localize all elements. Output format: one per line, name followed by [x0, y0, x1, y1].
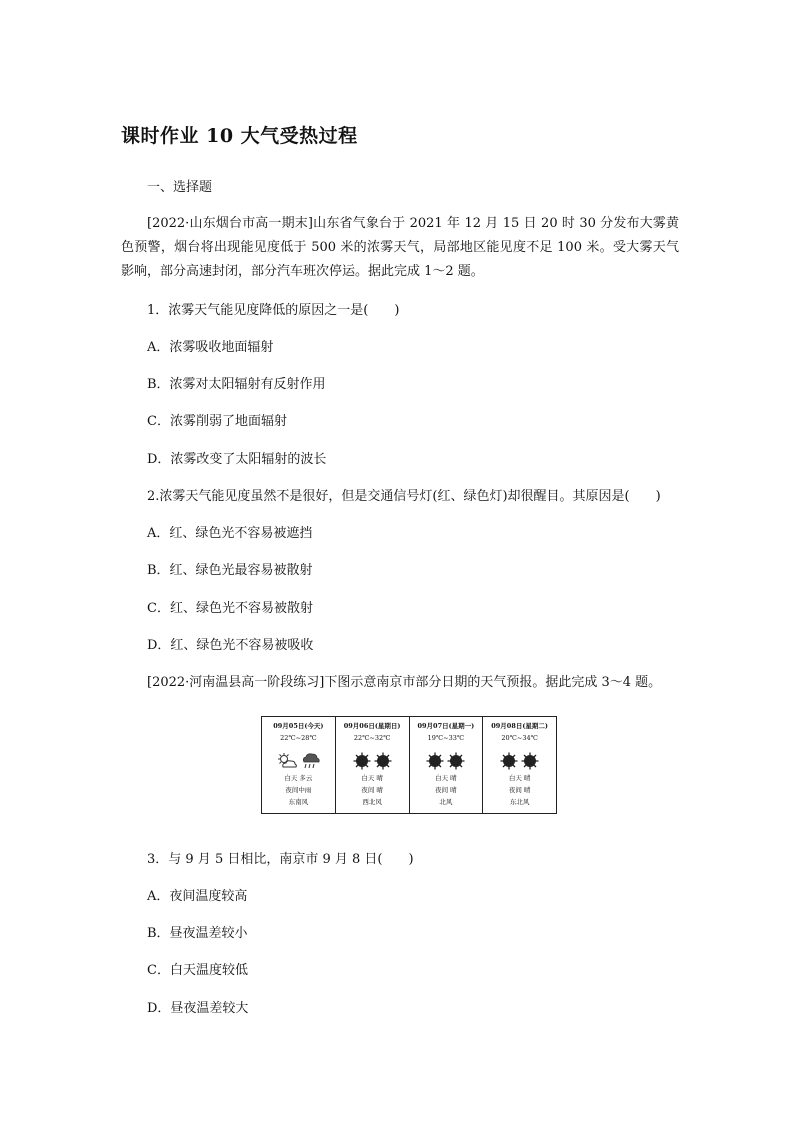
forecast-night-weather: 夜间 晴 [435, 786, 457, 794]
question-1-option-a: A．浓雾吸收地面辐射 [147, 340, 274, 355]
question-1-option-d: D．浓雾改变了太阳辐射的波长 [147, 452, 327, 467]
sun-icon [521, 752, 539, 770]
section-heading: 一、选择题 [147, 180, 213, 195]
forecast-temperature: 22℃~28℃ [280, 734, 317, 742]
page-title: 课时作业 10 大气受热过程 [121, 125, 358, 147]
question-3-stem: 3．与 9 月 5 日相比，南京市 9 月 8 日( ) [147, 852, 414, 867]
question-2-option-b: B．红、绿色光最容易被散射 [147, 563, 313, 578]
sun-icon [426, 752, 444, 770]
question-2-stem: 2.浓雾天气能见度虽然不是很好，但是交通信号灯(红、绿色灯)却很醒目。其原因是( ) [147, 489, 661, 504]
question-2-option-c: C．红、绿色光不容易被散射 [147, 601, 313, 616]
question-3-option-a: A．夜间温度较高 [147, 889, 248, 904]
question-3-option-b: B．昼夜温差较小 [147, 926, 248, 941]
question-1-stem: 1．浓雾天气能见度降低的原因之一是( ) [147, 303, 400, 318]
forecast-day [483, 717, 556, 813]
forecast-temperature: 19℃~33℃ [427, 734, 465, 742]
forecast-day-weather: 白天 晴 [361, 774, 383, 782]
forecast-day-weather: 白天 晴 [435, 774, 457, 782]
sun-icon [374, 752, 392, 770]
forecast-night-weather: 夜间 晴 [361, 786, 383, 794]
forecast-temperature: 22℃~32℃ [353, 734, 391, 742]
partly-cloudy-icon [276, 752, 298, 770]
forecast-day [410, 717, 484, 813]
forecast-day-weather: 白天 晴 [508, 774, 531, 782]
sun-icon [500, 752, 518, 770]
question-1-option-b: B．浓雾对太阳辐射有反射作用 [147, 377, 326, 392]
intro-paragraph-1: [2022·山东烟台市高一期末]山东省气象台于 2021 年 12 月 15 日 20 时 30 分发布大雾黄色预警，烟台将出现能见度低于 500 米的浓雾天气，局部地区能见度不足 100 米。受大雾天气影响，部分高速封闭，部分汽车班次停运。据此完成 1～2 题。 [121, 216, 679, 279]
forecast-day [336, 717, 410, 813]
forecast-night-weather: 夜间 晴 [508, 786, 531, 794]
forecast-date: 09月05日(今天) [273, 722, 324, 730]
forecast-date: 09月06日(星期日) [343, 722, 401, 730]
forecast-day [262, 717, 336, 813]
weather-forecast-table [261, 716, 557, 814]
forecast-night-weather: 夜间中雨 [285, 786, 312, 794]
question-3-option-d: D．昼夜温差较大 [147, 1001, 249, 1016]
sun-icon [353, 752, 371, 770]
forecast-wind: 东北风 [509, 798, 530, 806]
rain-icon [301, 752, 321, 770]
question-1-option-c: C．浓雾削弱了地面辐射 [147, 414, 287, 429]
question-2-option-d: D．红、绿色光不容易被吸收 [147, 638, 314, 653]
intro-paragraph-2: [2022·河南温县高一阶段练习]下图示意南京市部分日期的天气预报。据此完成 3～4 题。 [147, 675, 662, 690]
forecast-wind: 东南风 [288, 798, 309, 806]
question-3-option-c: C．白天温度较低 [147, 963, 248, 978]
forecast-wind: 西北风 [362, 798, 382, 806]
forecast-date: 09月07日(星期一) [417, 722, 475, 730]
question-2-option-a: A．红、绿色光不容易被遮挡 [147, 526, 313, 541]
forecast-date: 09月08日(星期二) [491, 722, 548, 730]
forecast-day-weather: 白天 多云 [284, 774, 313, 782]
sun-icon [447, 752, 465, 770]
forecast-temperature: 20℃~34℃ [501, 734, 538, 742]
forecast-wind: 北风 [439, 798, 453, 806]
